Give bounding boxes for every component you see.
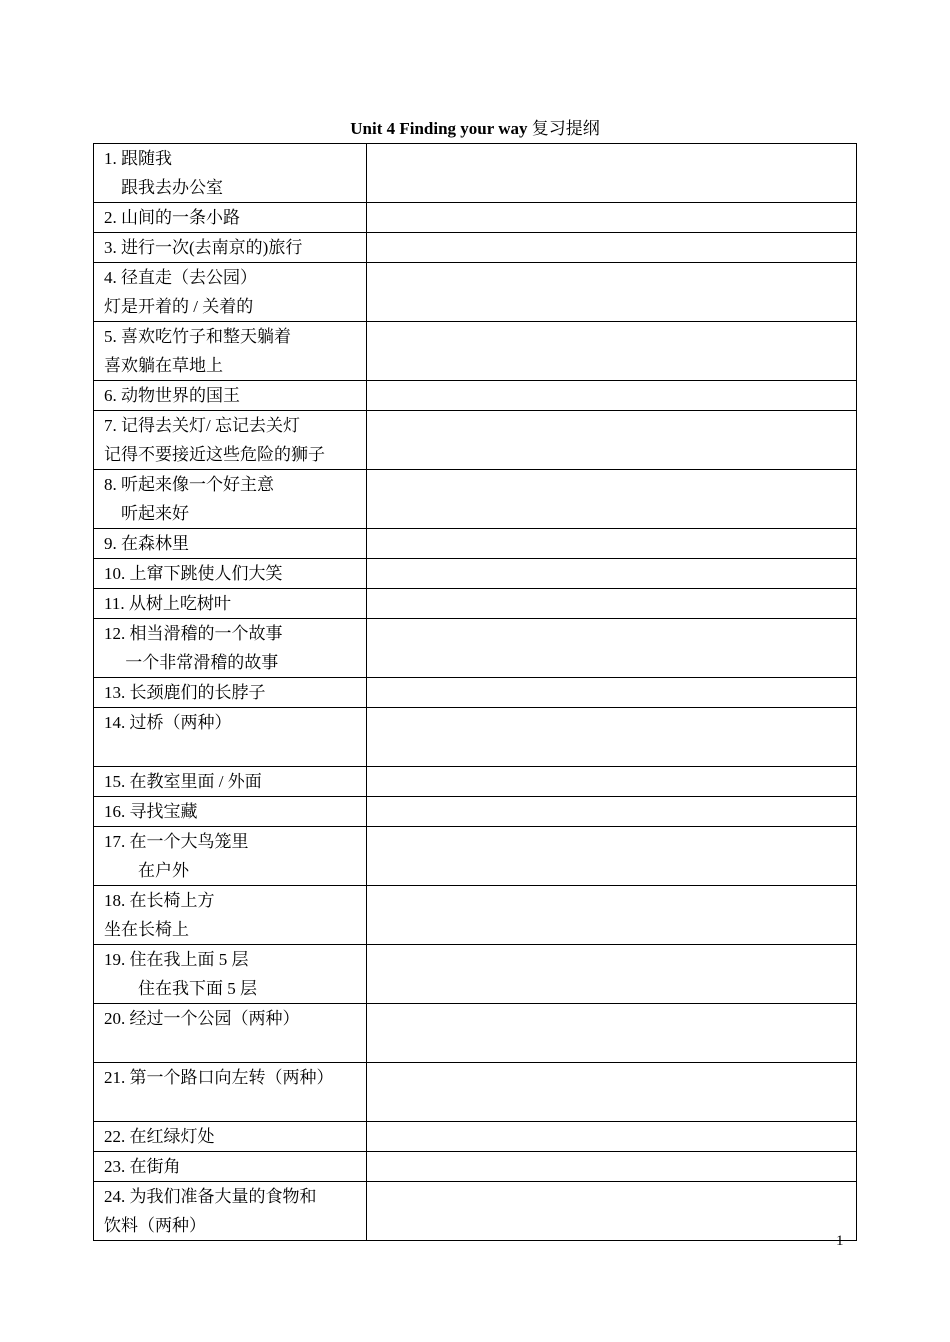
prompt-line: 一个非常滑稽的故事 [104, 653, 279, 672]
prompt-cell [94, 529, 367, 559]
answer-cell[interactable] [367, 1122, 857, 1152]
table-row [94, 233, 857, 263]
prompt-line: 记得不要接近这些危险的狮子 [104, 445, 325, 464]
prompt-cell [94, 797, 367, 827]
prompt-line: 15. 在教室里面 / 外面 [104, 772, 262, 791]
prompt-line [104, 1092, 358, 1121]
table-row [94, 1182, 857, 1241]
table-row [94, 589, 857, 619]
answer-cell[interactable] [367, 411, 857, 470]
prompt-cell [94, 678, 367, 708]
prompt-cell [94, 767, 367, 797]
table-row [94, 322, 857, 381]
prompt-line: 18. 在长椅上方 [104, 891, 215, 910]
answer-cell[interactable] [367, 1152, 857, 1182]
answer-cell[interactable] [367, 381, 857, 411]
answer-cell[interactable] [367, 945, 857, 1004]
table-row [94, 263, 857, 322]
prompt-line: 在户外 [104, 861, 189, 880]
table-row [94, 1063, 857, 1122]
answer-cell[interactable] [367, 1004, 857, 1063]
title-chinese: 复习提纲 [531, 119, 600, 138]
prompt-line: 20. 经过一个公园（两种） [104, 1009, 300, 1028]
prompt-line: 14. 过桥（两种） [104, 713, 232, 732]
prompt-line [104, 737, 358, 766]
table-row [94, 678, 857, 708]
table-row [94, 945, 857, 1004]
prompt-cell [94, 470, 367, 529]
prompt-cell [94, 1152, 367, 1182]
prompt-line: 灯是开着的 / 关着的 [104, 297, 254, 316]
prompt-line: 9. 在森林里 [104, 534, 189, 553]
table-row [94, 797, 857, 827]
prompt-cell [94, 945, 367, 1004]
table-row [94, 381, 857, 411]
prompt-line: 17. 在一个大鸟笼里 [104, 832, 249, 851]
review-table [93, 143, 857, 1241]
prompt-line: 23. 在街角 [104, 1157, 181, 1176]
table-row [94, 767, 857, 797]
table-row [94, 1004, 857, 1063]
table-row [94, 886, 857, 945]
table-row [94, 144, 857, 203]
prompt-line: 10. 上窜下跳使人们大笑 [104, 564, 283, 583]
prompt-cell [94, 559, 367, 589]
answer-cell[interactable] [367, 263, 857, 322]
prompt-line: 4. 径直走（去公园） [104, 268, 257, 287]
answer-cell[interactable] [367, 589, 857, 619]
prompt-cell [94, 827, 367, 886]
document-title [0, 118, 950, 140]
answer-cell[interactable] [367, 144, 857, 203]
table-row [94, 411, 857, 470]
prompt-line: 16. 寻找宝藏 [104, 802, 198, 821]
prompt-line: 喜欢躺在草地上 [104, 356, 223, 375]
prompt-cell [94, 1004, 367, 1063]
prompt-line: 3. 进行一次(去南京的)旅行 [104, 238, 303, 257]
answer-cell[interactable] [367, 827, 857, 886]
answer-cell[interactable] [367, 322, 857, 381]
answer-cell[interactable] [367, 767, 857, 797]
table-row [94, 619, 857, 678]
answer-cell[interactable] [367, 708, 857, 767]
table-row [94, 470, 857, 529]
prompt-cell [94, 381, 367, 411]
table-row [94, 1122, 857, 1152]
prompt-line: 24. 为我们准备大量的食物和 [104, 1187, 317, 1206]
table-row [94, 708, 857, 767]
prompt-line [104, 1033, 358, 1062]
answer-cell[interactable] [367, 529, 857, 559]
prompt-cell [94, 1063, 367, 1122]
prompt-line: 跟我去办公室 [104, 178, 223, 197]
prompt-cell [94, 203, 367, 233]
prompt-line: 听起来好 [104, 504, 189, 523]
answer-cell[interactable] [367, 1063, 857, 1122]
prompt-line: 8. 听起来像一个好主意 [104, 475, 274, 494]
prompt-cell [94, 411, 367, 470]
prompt-cell [94, 322, 367, 381]
prompt-line: 饮料（两种） [104, 1216, 206, 1235]
prompt-line: 5. 喜欢吃竹子和整天躺着 [104, 327, 291, 346]
title-english: Unit 4 Finding your way [350, 119, 528, 138]
prompt-cell [94, 886, 367, 945]
prompt-line: 2. 山间的一条小路 [104, 208, 240, 227]
prompt-line: 7. 记得去关灯/ 忘记去关灯 [104, 416, 300, 435]
table-row [94, 559, 857, 589]
prompt-cell [94, 263, 367, 322]
table-row [94, 827, 857, 886]
table-row [94, 529, 857, 559]
answer-cell[interactable] [367, 886, 857, 945]
table-row [94, 1152, 857, 1182]
prompt-cell [94, 144, 367, 203]
prompt-line: 住在我下面 5 层 [104, 979, 257, 998]
prompt-cell [94, 233, 367, 263]
prompt-line: 21. 第一个路口向左转（两种） [104, 1068, 334, 1087]
answer-cell[interactable] [367, 678, 857, 708]
answer-cell[interactable] [367, 470, 857, 529]
answer-cell[interactable] [367, 619, 857, 678]
prompt-line: 1. 跟随我 [104, 149, 172, 168]
answer-cell[interactable] [367, 1182, 857, 1241]
answer-cell[interactable] [367, 559, 857, 589]
prompt-cell [94, 589, 367, 619]
prompt-cell [94, 708, 367, 767]
prompt-line: 坐在长椅上 [104, 920, 189, 939]
review-table-body [94, 144, 857, 1241]
page-number: 1 [836, 1233, 844, 1249]
answer-cell[interactable] [367, 203, 857, 233]
prompt-line: 11. 从树上吃树叶 [104, 594, 231, 613]
prompt-line: 6. 动物世界的国王 [104, 386, 240, 405]
prompt-cell [94, 619, 367, 678]
prompt-cell [94, 1122, 367, 1152]
prompt-cell [94, 1182, 367, 1241]
table-row [94, 203, 857, 233]
answer-cell[interactable] [367, 797, 857, 827]
prompt-line: 22. 在红绿灯处 [104, 1127, 215, 1146]
prompt-line: 12. 相当滑稽的一个故事 [104, 624, 283, 643]
prompt-line: 13. 长颈鹿们的长脖子 [104, 683, 266, 702]
answer-cell[interactable] [367, 233, 857, 263]
prompt-line: 19. 住在我上面 5 层 [104, 950, 249, 969]
